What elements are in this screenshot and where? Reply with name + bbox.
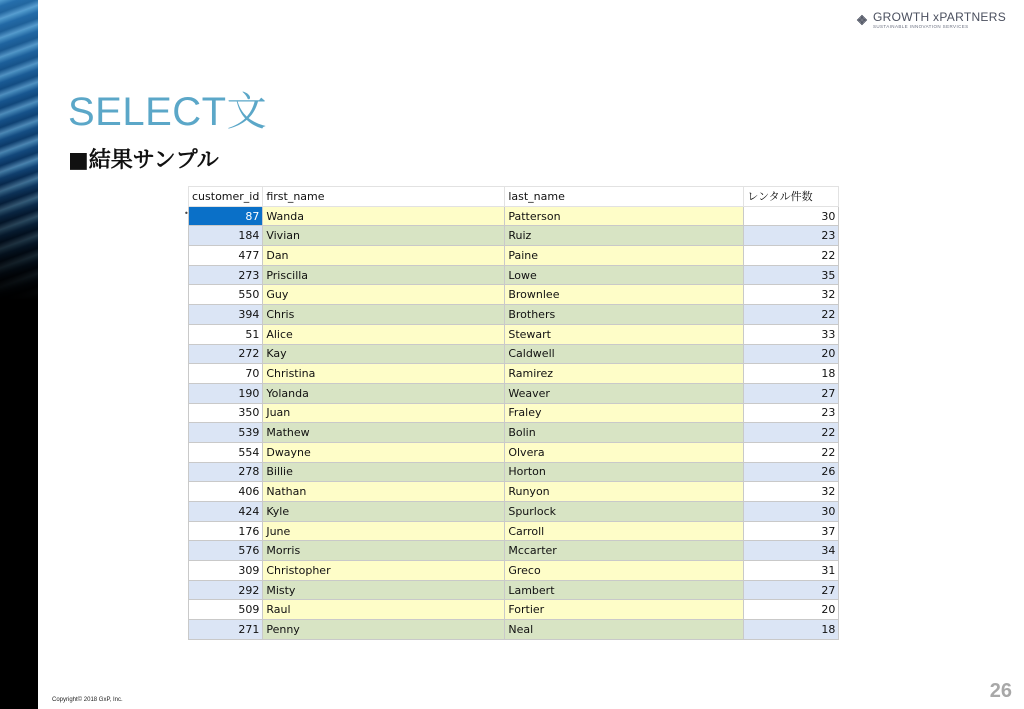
cell-customer-id[interactable]: 292 xyxy=(189,580,263,600)
cell-rental-count[interactable]: 20 xyxy=(744,600,839,620)
cell-customer-id[interactable]: 272 xyxy=(189,344,263,364)
cell-first-name[interactable]: Chris xyxy=(263,305,505,325)
cell-customer-id[interactable]: 509 xyxy=(189,600,263,620)
cell-customer-id[interactable]: 576 xyxy=(189,541,263,561)
cell-last-name[interactable]: Brothers xyxy=(505,305,744,325)
cell-last-name[interactable]: Patterson xyxy=(505,206,744,226)
table-row[interactable] xyxy=(189,580,839,600)
table-row[interactable] xyxy=(189,482,839,502)
cell-last-name[interactable]: Stewart xyxy=(505,324,744,344)
table-row[interactable] xyxy=(189,383,839,403)
cell-last-name[interactable]: Paine xyxy=(505,246,744,266)
cell-customer-id[interactable]: 271 xyxy=(189,620,263,640)
cell-last-name[interactable]: Ramirez xyxy=(505,364,744,384)
table-row[interactable] xyxy=(189,324,839,344)
cell-customer-id[interactable]: 87 xyxy=(189,206,263,226)
cell-rental-count[interactable]: 33 xyxy=(744,324,839,344)
table-row[interactable] xyxy=(189,502,839,522)
cell-rental-count[interactable]: 30 xyxy=(744,206,839,226)
logo-name: GROWTH xPARTNERS xyxy=(872,10,1006,24)
cell-rental-count[interactable]: 23 xyxy=(744,403,839,423)
cell-customer-id[interactable]: 278 xyxy=(189,462,263,482)
cell-last-name[interactable]: Greco xyxy=(505,561,744,581)
cell-last-name[interactable]: Ruiz xyxy=(505,226,744,246)
cell-first-name[interactable]: Alice xyxy=(263,324,505,344)
page-number: 26 xyxy=(989,680,1012,702)
column-header-last-name[interactable]: last_name xyxy=(505,187,744,207)
table-row[interactable] xyxy=(189,462,839,482)
column-header-rental-count[interactable]: レンタル件数 xyxy=(744,187,839,207)
result-table xyxy=(188,186,839,640)
cell-first-name[interactable]: Dan xyxy=(263,246,505,266)
cell-customer-id[interactable]: 424 xyxy=(189,502,263,522)
cell-rental-count[interactable]: 27 xyxy=(744,383,839,403)
cell-last-name[interactable]: Mccarter xyxy=(505,541,744,561)
copyright-notice: Copyright© 2018 GxP, Inc. xyxy=(52,697,123,703)
cell-rental-count[interactable]: 22 xyxy=(744,423,839,443)
cell-customer-id[interactable]: 273 xyxy=(189,265,263,285)
cell-rental-count[interactable]: 31 xyxy=(744,561,839,581)
table-row[interactable] xyxy=(189,364,839,384)
column-header-first-name[interactable]: first_name xyxy=(263,187,505,207)
cell-last-name[interactable]: Bolin xyxy=(505,423,744,443)
table-header-row xyxy=(189,187,839,207)
cell-customer-id[interactable]: 190 xyxy=(189,383,263,403)
cell-rental-count[interactable]: 23 xyxy=(744,226,839,246)
logo-tagline: SUSTAINABLE INNOVATION SERVICES xyxy=(872,24,969,29)
cell-first-name[interactable]: Mathew xyxy=(263,423,505,443)
cell-last-name[interactable]: Weaver xyxy=(505,383,744,403)
cell-first-name[interactable]: Christopher xyxy=(263,561,505,581)
cell-first-name[interactable]: June xyxy=(263,521,505,541)
cell-rental-count[interactable]: 32 xyxy=(744,285,839,305)
cell-customer-id[interactable]: 350 xyxy=(189,403,263,423)
cell-rental-count[interactable]: 22 xyxy=(744,246,839,266)
table-row[interactable] xyxy=(189,344,839,364)
cell-rental-count[interactable]: 26 xyxy=(744,462,839,482)
table-row[interactable] xyxy=(189,521,839,541)
cell-customer-id[interactable]: 70 xyxy=(189,364,263,384)
cell-last-name[interactable]: Fraley xyxy=(505,403,744,423)
cell-last-name[interactable]: Spurlock xyxy=(505,502,744,522)
cell-rental-count[interactable]: 37 xyxy=(744,521,839,541)
table-row[interactable] xyxy=(189,305,839,325)
cell-last-name[interactable]: Brownlee xyxy=(505,285,744,305)
cell-customer-id[interactable]: 184 xyxy=(189,226,263,246)
table-row[interactable] xyxy=(189,206,839,226)
cell-last-name[interactable]: Horton xyxy=(505,462,744,482)
cell-first-name[interactable]: Kyle xyxy=(263,502,505,522)
slide-title: SELECT文 xyxy=(68,90,268,134)
table-row[interactable] xyxy=(189,442,839,462)
cell-customer-id[interactable]: 406 xyxy=(189,482,263,502)
cell-first-name[interactable]: Yolanda xyxy=(263,383,505,403)
cell-first-name[interactable]: Kay xyxy=(263,344,505,364)
cell-last-name[interactable]: Lowe xyxy=(505,265,744,285)
cell-last-name[interactable]: Lambert xyxy=(505,580,744,600)
table-row[interactable] xyxy=(189,600,839,620)
cell-last-name[interactable]: Fortier xyxy=(505,600,744,620)
cell-rental-count[interactable]: 18 xyxy=(744,364,839,384)
cell-customer-id[interactable]: 554 xyxy=(189,442,263,462)
cell-first-name[interactable]: Priscilla xyxy=(263,265,505,285)
cell-first-name[interactable]: Guy xyxy=(263,285,505,305)
cell-rental-count[interactable]: 18 xyxy=(744,620,839,640)
cell-first-name[interactable]: Morris xyxy=(263,541,505,561)
cell-last-name[interactable]: Caldwell xyxy=(505,344,744,364)
cell-first-name[interactable]: Billie xyxy=(263,462,505,482)
side-decoration-strip xyxy=(0,0,38,709)
cell-customer-id[interactable]: 539 xyxy=(189,423,263,443)
cell-rental-count[interactable]: 27 xyxy=(744,580,839,600)
company-logo xyxy=(856,11,1006,33)
cell-customer-id[interactable]: 550 xyxy=(189,285,263,305)
table-row[interactable] xyxy=(189,285,839,305)
table-row[interactable] xyxy=(189,265,839,285)
cell-last-name[interactable]: Neal xyxy=(505,620,744,640)
cell-customer-id[interactable]: 51 xyxy=(189,324,263,344)
current-row-marker: • xyxy=(184,209,189,218)
cell-first-name[interactable]: Raul xyxy=(263,600,505,620)
cell-rental-count[interactable]: 32 xyxy=(744,482,839,502)
cell-rental-count[interactable]: 22 xyxy=(744,442,839,462)
cell-first-name[interactable]: Christina xyxy=(263,364,505,384)
cell-rental-count[interactable]: 35 xyxy=(744,265,839,285)
cell-last-name[interactable]: Olvera xyxy=(505,442,744,462)
cell-first-name[interactable]: Nathan xyxy=(263,482,505,502)
table-row[interactable] xyxy=(189,423,839,443)
column-header-customer-id[interactable]: customer_id xyxy=(189,187,263,207)
logo-icon xyxy=(856,11,868,29)
table-row[interactable] xyxy=(189,561,839,581)
cell-rental-count[interactable]: 22 xyxy=(744,305,839,325)
cell-first-name[interactable]: Juan xyxy=(263,403,505,423)
table-row[interactable] xyxy=(189,541,839,561)
cell-customer-id[interactable]: 309 xyxy=(189,561,263,581)
table-row[interactable] xyxy=(189,403,839,423)
cell-rental-count[interactable]: 34 xyxy=(744,541,839,561)
cell-first-name[interactable]: Misty xyxy=(263,580,505,600)
cell-customer-id[interactable]: 176 xyxy=(189,521,263,541)
cell-last-name[interactable]: Runyon xyxy=(505,482,744,502)
table-row[interactable] xyxy=(189,246,839,266)
cell-last-name[interactable]: Carroll xyxy=(505,521,744,541)
cell-rental-count[interactable]: 20 xyxy=(744,344,839,364)
cell-customer-id[interactable]: 394 xyxy=(189,305,263,325)
cell-first-name[interactable]: Wanda xyxy=(263,206,505,226)
table-row[interactable] xyxy=(189,226,839,246)
cell-customer-id[interactable]: 477 xyxy=(189,246,263,266)
table-row[interactable] xyxy=(189,620,839,640)
cell-first-name[interactable]: Vivian xyxy=(263,226,505,246)
cell-first-name[interactable]: Penny xyxy=(263,620,505,640)
water-image xyxy=(0,0,38,300)
slide-subtitle: ■結果サンプル xyxy=(68,148,219,173)
cell-first-name[interactable]: Dwayne xyxy=(263,442,505,462)
cell-rental-count[interactable]: 30 xyxy=(744,502,839,522)
